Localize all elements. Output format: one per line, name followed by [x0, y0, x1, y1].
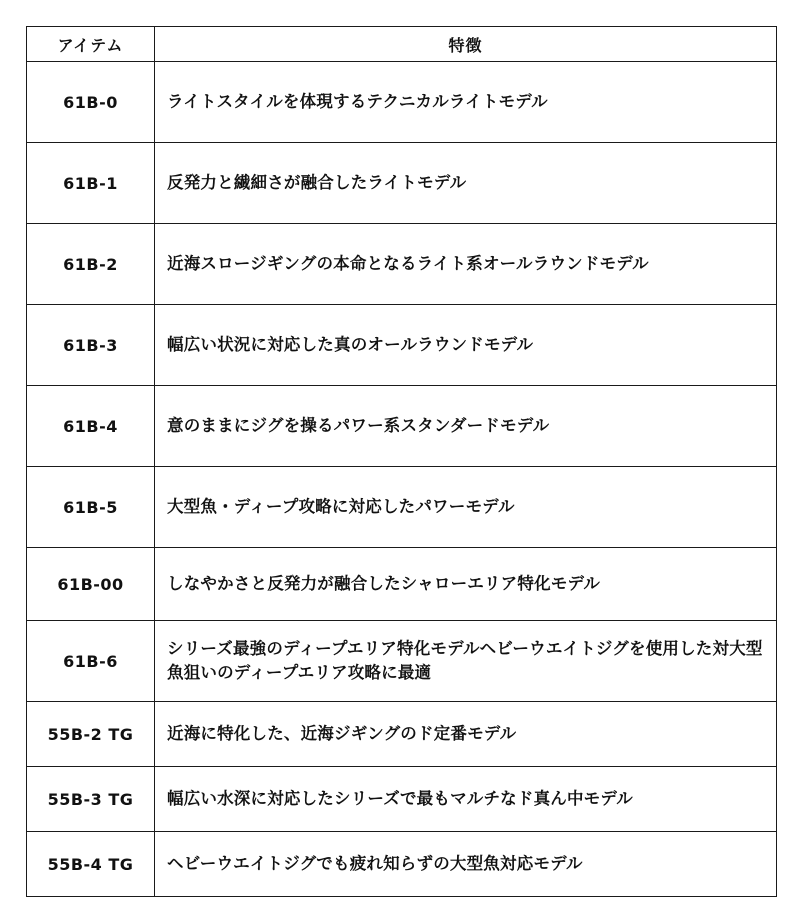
- table-row: [27, 548, 777, 621]
- table-row: [27, 386, 777, 467]
- cell-item: 61B-4: [27, 386, 155, 467]
- table-row: [27, 224, 777, 305]
- cell-item: 55B-3 TG: [27, 767, 155, 832]
- cell-feature: 反発力と繊細さが融合したライトモデル: [155, 143, 777, 224]
- table-body: [27, 62, 777, 897]
- table-row: [27, 143, 777, 224]
- column-header-feature: 特徴: [155, 27, 777, 62]
- cell-item: 61B-00: [27, 548, 155, 621]
- cell-item: 55B-2 TG: [27, 702, 155, 767]
- cell-feature: 近海スロージギングの本命となるライト系オールラウンドモデル: [155, 224, 777, 305]
- table-row: [27, 832, 777, 897]
- table-row: [27, 702, 777, 767]
- cell-item: 55B-4 TG: [27, 832, 155, 897]
- column-header-item: アイテム: [27, 27, 155, 62]
- table-header-row: [27, 27, 777, 62]
- cell-feature: ライトスタイルを体現するテクニカルライトモデル: [155, 62, 777, 143]
- table-row: [27, 767, 777, 832]
- table-row: [27, 62, 777, 143]
- product-spec-table: [26, 26, 777, 897]
- table-row: [27, 305, 777, 386]
- cell-item: 61B-5: [27, 467, 155, 548]
- cell-feature: 大型魚・ディープ攻略に対応したパワーモデル: [155, 467, 777, 548]
- cell-item: 61B-3: [27, 305, 155, 386]
- cell-feature: シリーズ最強のディープエリア特化モデルヘビーウエイトジグを使用した対大型魚狙いのディープエリア攻略に最適: [155, 621, 777, 702]
- cell-item: 61B-1: [27, 143, 155, 224]
- table-row: [27, 467, 777, 548]
- table-row: [27, 621, 777, 702]
- cell-feature: ヘビーウエイトジグでも疲れ知らずの大型魚対応モデル: [155, 832, 777, 897]
- cell-feature: 幅広い状況に対応した真のオールラウンドモデル: [155, 305, 777, 386]
- cell-feature: 意のままにジグを操るパワー系スタンダードモデル: [155, 386, 777, 467]
- cell-feature: しなやかさと反発力が融合したシャローエリア特化モデル: [155, 548, 777, 621]
- table-header: [27, 27, 777, 62]
- cell-item: 61B-2: [27, 224, 155, 305]
- cell-feature: 幅広い水深に対応したシリーズで最もマルチなド真ん中モデル: [155, 767, 777, 832]
- cell-item: 61B-0: [27, 62, 155, 143]
- cell-item: 61B-6: [27, 621, 155, 702]
- cell-feature: 近海に特化した、近海ジギングのド定番モデル: [155, 702, 777, 767]
